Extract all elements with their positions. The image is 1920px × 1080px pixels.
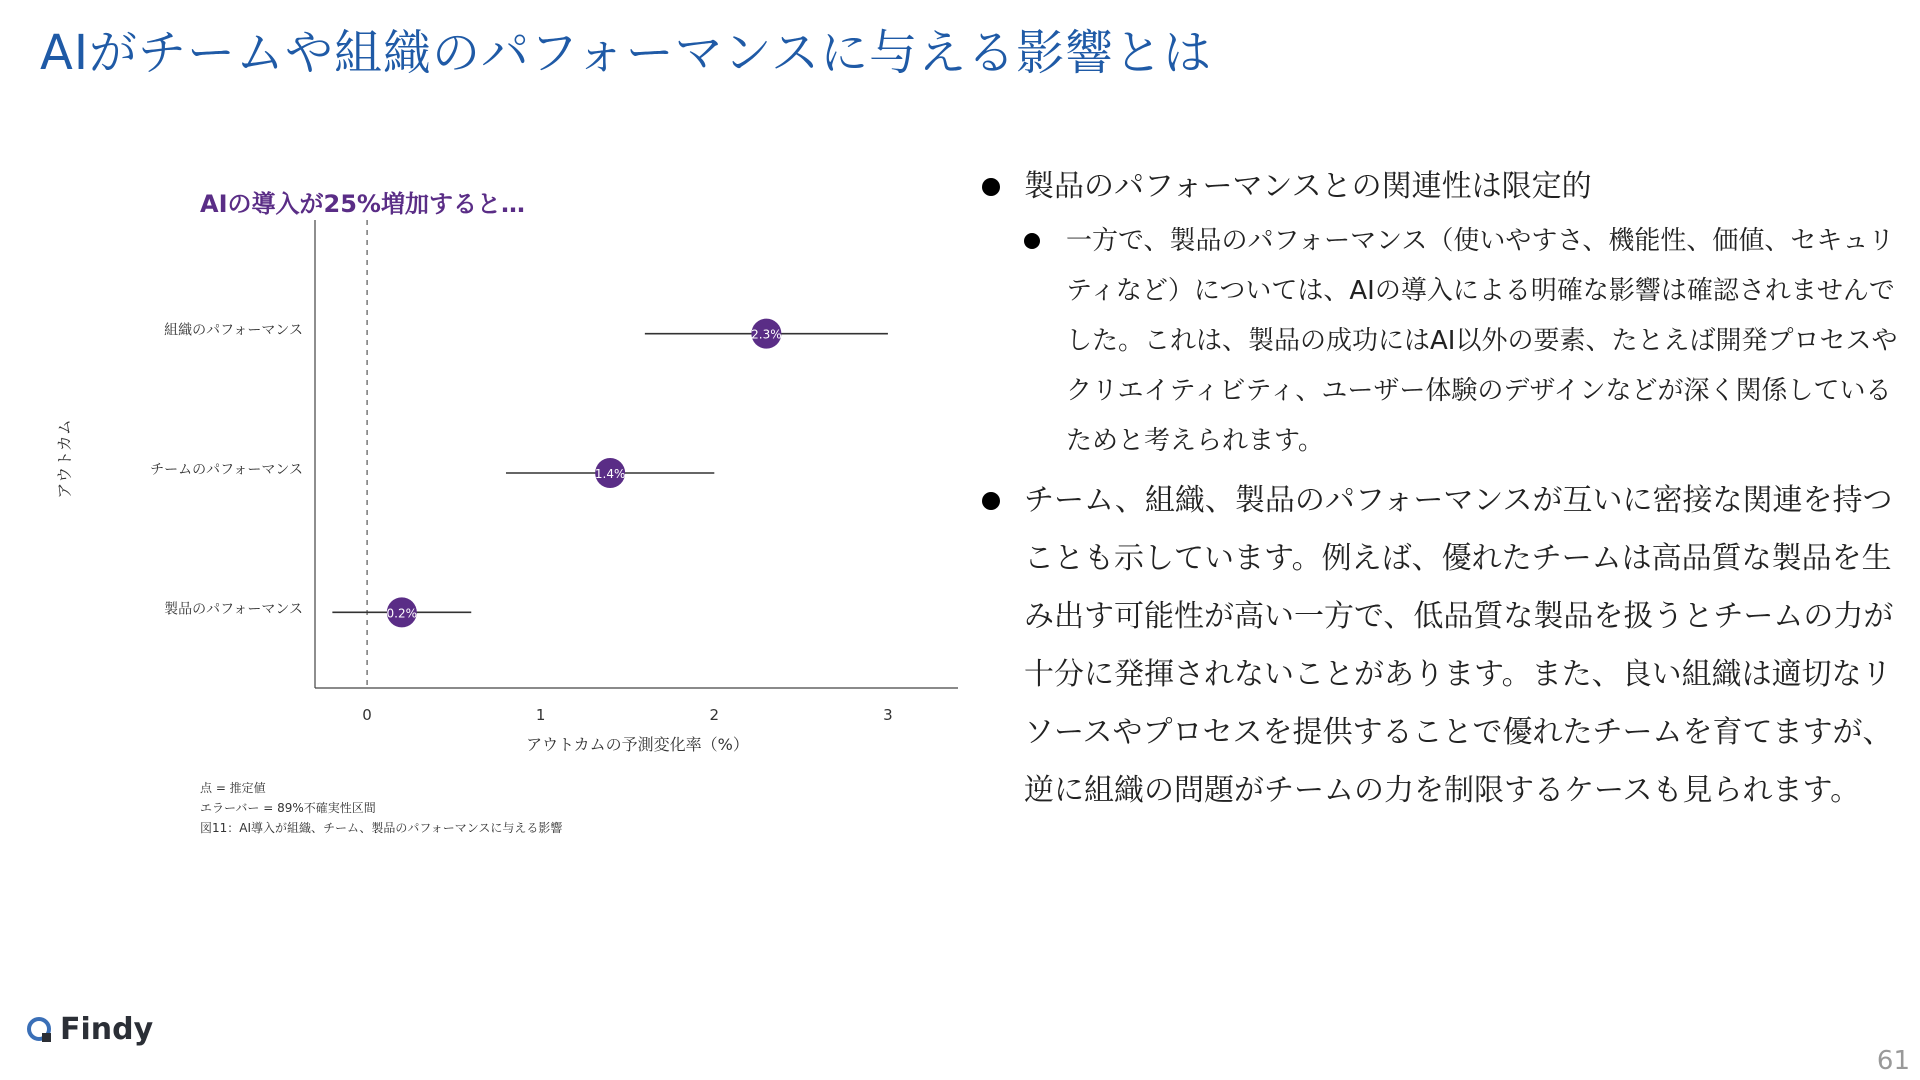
chart-note: エラーバー = 89%不確実性区間 — [200, 801, 376, 815]
forest-plot — [40, 180, 960, 840]
x-axis-label: アウトカムの予測変化率（%） — [526, 735, 749, 754]
chart-note: 点 = 推定値 — [200, 781, 266, 795]
bullet-text: 製品のパフォーマンスとの関連性は限定的 — [1024, 169, 1592, 204]
data-label: 2.3% — [751, 327, 782, 342]
slide-title: AIがチームや組織のパフォーマンスに与える影響とは — [40, 25, 1213, 81]
bullet-item — [982, 158, 1902, 216]
bullet-text: チーム、組織、製品のパフォーマンスが互いに密接な関連を持つことも示しています。例えば、優れたチームは高品質な製品を生み出す可能性が高い一方で、低品質な製品を扱うとチームの力が十分に発揮されないことがあります。また、良い組織は適切なリソースやプロセスを提供することで優れたチームを育てますが、逆に組織の問題がチームの力を制限するケースも見られます。 — [1024, 483, 1894, 808]
category-label: チームのパフォーマンス — [150, 462, 303, 478]
sub-bullet-text: 一方で、製品のパフォーマンス（使いやすさ、機能性、価値、セキュリティなど）については、AIの導入による明確な影響は確認されませんでした。これは、製品の成功にはAI以外の要素、たとえば開発プロセスやクリエイティビティ、ユーザー体験のデザインなどが深く関係しているためと考えられます。 — [1066, 226, 1898, 456]
bullet-item — [982, 472, 1902, 820]
findy-logo — [26, 1012, 153, 1047]
bullet-dot-icon — [982, 178, 1000, 196]
data-label: 1.4% — [594, 467, 626, 481]
x-tick-label: 0 — [362, 706, 372, 724]
category-label: 製品のパフォーマンス — [164, 601, 303, 618]
category-label: 組織のパフォーマンス — [164, 322, 303, 339]
y-axis-label: アウトカム — [55, 419, 74, 499]
sub-bullet-item — [1024, 216, 1902, 466]
data-label: 0.2% — [386, 606, 418, 621]
bullet-dot-icon — [982, 492, 1000, 510]
logo-text: Findy — [60, 1012, 154, 1047]
chart-title: AIの導入が25%増加すると… — [200, 190, 525, 218]
x-tick-label: 2 — [709, 706, 720, 724]
x-tick-label: 1 — [535, 706, 546, 724]
bullet-list — [982, 158, 1902, 820]
x-tick-label: 3 — [883, 706, 893, 724]
chart-note: 図11：AI導入が組織、チーム、製品のパフォーマンスに与える影響 — [200, 821, 563, 835]
chart-svg — [40, 180, 960, 840]
page-number: 61 — [1876, 1046, 1910, 1076]
findy-logo-icon — [26, 1016, 54, 1044]
bullet-dot-icon — [1024, 233, 1040, 249]
